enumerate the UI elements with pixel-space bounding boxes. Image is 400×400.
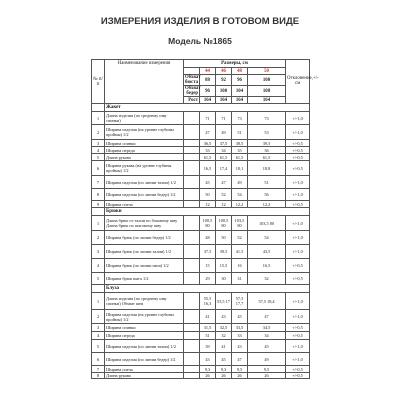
measurement-name: Ширина изделия (по линии талии) 1/2 bbox=[105, 176, 184, 189]
row-number: 2 bbox=[92, 231, 105, 245]
measurement-value: 26 bbox=[200, 373, 216, 379]
measurement-value: 12 bbox=[200, 201, 216, 208]
measurement-value: 29 bbox=[200, 273, 216, 285]
measurement-name: Ширина брюк (по линии бедер) 1/2 bbox=[105, 231, 184, 245]
tolerance-value: +/-0,5 bbox=[286, 366, 310, 373]
param-bust-label: Обхват бюста bbox=[185, 75, 201, 85]
measurement-value: 41 bbox=[216, 340, 232, 353]
param-spacer-cell bbox=[184, 310, 200, 324]
measurement-value: 26 bbox=[216, 373, 232, 379]
param-hips-value: 104 bbox=[232, 86, 248, 97]
measurement-value: 47 bbox=[200, 125, 216, 140]
measurement-value: 54 bbox=[232, 189, 248, 201]
measurement-value: 32 bbox=[248, 273, 286, 285]
measurement-value: 18,1 bbox=[232, 161, 248, 176]
measurement-value: 47 bbox=[248, 310, 286, 324]
table-row bbox=[92, 324, 310, 332]
param-height-value: 164 bbox=[216, 97, 232, 104]
table-row bbox=[92, 340, 310, 353]
header-tolerance: Отклонение,+/- см bbox=[286, 60, 310, 104]
row-number: 5 bbox=[92, 154, 105, 161]
param-spacer-cell bbox=[184, 140, 200, 147]
measurement-value: 45 bbox=[248, 340, 286, 353]
row-number: 1 bbox=[92, 293, 105, 310]
row-number: 3 bbox=[92, 140, 105, 147]
measurement-value: 103,5 80 bbox=[232, 216, 248, 231]
param-bust-value: 92 bbox=[216, 75, 232, 86]
tolerance-value: +/-1,0 bbox=[286, 310, 310, 324]
table-row bbox=[92, 140, 310, 147]
table-row bbox=[92, 293, 310, 310]
tolerance-value: +/-0,5 bbox=[286, 161, 310, 176]
measurement-name: Ширина изделия (на уровне глубины проймы) 1/2 bbox=[105, 310, 184, 324]
measurement-value: 55,5 16,3 bbox=[200, 293, 216, 310]
param-spacer-cell bbox=[184, 340, 200, 353]
tolerance-value: +/-1,0 bbox=[286, 245, 310, 259]
param-spacer-cell bbox=[184, 201, 200, 208]
measurement-value: 9,5 bbox=[232, 366, 248, 373]
measurement-value: 17,4 bbox=[216, 161, 232, 176]
header-measurement-name: Наименование измерения bbox=[105, 60, 184, 104]
measurement-value: 103,5 80 bbox=[248, 216, 286, 231]
measurement-name: Ширина переда bbox=[105, 332, 184, 340]
measurement-name: Ширина изделия (по линии бедер) 1/2 bbox=[105, 189, 184, 201]
measurement-value: 41 bbox=[200, 310, 216, 324]
measurement-value: 54 bbox=[248, 231, 286, 245]
section-number-cell bbox=[92, 104, 105, 112]
measurement-value: 33 bbox=[232, 332, 248, 340]
param-bust-value: 96 bbox=[232, 75, 248, 86]
measurement-value: 41,5 bbox=[232, 245, 248, 259]
param-spacer-cell bbox=[184, 273, 200, 285]
measurement-name: Ширина брюк шага 1/2 bbox=[105, 273, 184, 285]
measurement-value: 31,5 bbox=[200, 324, 216, 332]
measurement-value: 45 bbox=[232, 310, 248, 324]
tolerance-value: +/-0,5 bbox=[286, 332, 310, 340]
measurement-value: 53 bbox=[248, 125, 286, 140]
measurement-value: 43,5 bbox=[248, 245, 286, 259]
measurement-value: 35 bbox=[232, 147, 248, 154]
param-bust-value: 100 bbox=[248, 75, 286, 86]
measurement-value: 52 bbox=[232, 231, 248, 245]
row-number: 4 bbox=[92, 259, 105, 273]
row-number: 7 bbox=[92, 176, 105, 189]
measurement-value: 36,5 bbox=[200, 140, 216, 147]
measurement-value: 16,5 bbox=[200, 161, 216, 176]
tolerance-value: +/-1,0 bbox=[286, 112, 310, 125]
table-row bbox=[92, 245, 310, 259]
document-title: ИЗМЕРЕНИЯ ИЗДЕЛИЯ В ГОТОВОМ ВИДЕ bbox=[100, 16, 300, 27]
measurement-value: 9,3 bbox=[200, 366, 216, 373]
measurement-value: 47 bbox=[232, 353, 248, 366]
section-number-cell bbox=[92, 208, 105, 216]
param-height-value: 164 bbox=[200, 97, 216, 104]
measurement-name: Ширина изделия (на уровне глубины проймы) 1/2 bbox=[105, 125, 184, 140]
measurement-value: 71 bbox=[200, 112, 216, 125]
measurement-value: 45 bbox=[216, 353, 232, 366]
row-number: 6 bbox=[92, 161, 105, 176]
section-title: Жакет bbox=[105, 104, 310, 112]
param-spacer-cell bbox=[184, 216, 200, 231]
measurement-name: Ширина рукава (на уровне глубины проймы) 1/2 bbox=[105, 161, 184, 176]
row-number: 5 bbox=[92, 340, 105, 353]
table-row bbox=[92, 332, 310, 340]
size-48: 48 bbox=[232, 68, 248, 75]
measurement-name: Ширина спинки bbox=[105, 140, 184, 147]
section-header bbox=[92, 104, 310, 112]
measurement-name: Длина рукава bbox=[105, 373, 184, 379]
measurement-value: 18,8 bbox=[248, 161, 286, 176]
param-spacer-cell bbox=[184, 293, 200, 310]
table-row bbox=[92, 161, 310, 176]
tolerance-value: +/-0,5 bbox=[286, 140, 310, 147]
measurement-value: 34 bbox=[248, 332, 286, 340]
measurement-value: 55,5 17 bbox=[216, 293, 232, 310]
param-spacer-cell bbox=[184, 245, 200, 259]
measurements-body bbox=[92, 104, 310, 379]
tolerance-value: +/-0,5 bbox=[286, 201, 310, 208]
measurement-value: 48 bbox=[200, 231, 216, 245]
measurement-value: 45 bbox=[200, 176, 216, 189]
size-44: 44 bbox=[200, 68, 216, 75]
tolerance-value: +/-1,0 bbox=[286, 189, 310, 201]
table-row bbox=[92, 353, 310, 366]
measurement-value: 34 bbox=[216, 147, 232, 154]
measurement-name: Ширина брюк (по линии низа) 1/2 bbox=[105, 259, 184, 273]
measurement-value: 33,5 bbox=[232, 324, 248, 332]
measurement-value: 71 bbox=[216, 112, 232, 125]
table-row bbox=[92, 112, 310, 125]
measurement-name: Ширина изделия (по линии бедер) 1/2 bbox=[105, 353, 184, 366]
measurement-value: 39,5 bbox=[216, 245, 232, 259]
measurement-value: 49 bbox=[232, 176, 248, 189]
measurement-value: 36 bbox=[248, 147, 286, 154]
table-row bbox=[92, 310, 310, 324]
row-number: 5 bbox=[92, 273, 105, 285]
size-46: 46 bbox=[216, 68, 232, 75]
model-title: Модель №1865 bbox=[168, 36, 232, 46]
measurement-value: 43 bbox=[232, 340, 248, 353]
param-spacer-cell bbox=[184, 147, 200, 154]
measurement-name: Ширина переда bbox=[105, 147, 184, 154]
measurements-table bbox=[91, 59, 319, 379]
measurement-value: 47 bbox=[216, 176, 232, 189]
param-hips-label: Обхват бедер bbox=[185, 86, 201, 96]
row-number: 4 bbox=[92, 147, 105, 154]
table-row bbox=[92, 273, 310, 285]
table-row bbox=[92, 373, 310, 379]
param-label bbox=[184, 68, 200, 75]
measurement-value: 15 bbox=[200, 259, 216, 273]
param-spacer-cell bbox=[184, 154, 200, 161]
measurement-value: 39,5 bbox=[248, 140, 286, 147]
measurement-value: 32,5 bbox=[216, 324, 232, 332]
table-row bbox=[92, 176, 310, 189]
table-row bbox=[92, 189, 310, 201]
param-spacer-cell bbox=[184, 176, 200, 189]
tolerance-value: +/-1,0 bbox=[286, 216, 310, 231]
section-title: Блуза bbox=[105, 285, 310, 293]
measurement-value: 39 bbox=[200, 340, 216, 353]
row-number: 2 bbox=[92, 310, 105, 324]
param-spacer-cell bbox=[184, 231, 200, 245]
tolerance-value: +/-0,5 bbox=[286, 273, 310, 285]
measurement-value: 73 bbox=[232, 112, 248, 125]
param-spacer-cell bbox=[184, 366, 200, 373]
row-number: 6 bbox=[92, 353, 105, 366]
measurement-name: Ширина изделия (по линии талии) 1/2 bbox=[105, 340, 184, 353]
measurement-value: 100,5 80 bbox=[216, 216, 232, 231]
param-spacer-cell bbox=[184, 373, 200, 379]
row-number: 3 bbox=[92, 324, 105, 332]
section-number-cell bbox=[92, 285, 105, 293]
measurement-value: 34,5 bbox=[248, 324, 286, 332]
param-height-label: Рост bbox=[184, 97, 200, 104]
param-hips-value: 100 bbox=[216, 86, 232, 97]
table-row bbox=[92, 259, 310, 273]
tolerance-value: +/-0,5 bbox=[286, 259, 310, 273]
measurement-value: 52 bbox=[216, 189, 232, 201]
measurement-value: 16,5 bbox=[248, 259, 286, 273]
row-number: 4 bbox=[92, 332, 105, 340]
param-height-value: 164 bbox=[232, 97, 248, 104]
measurement-value: 51 bbox=[248, 176, 286, 189]
measurement-value: 12 bbox=[216, 201, 232, 208]
measurement-value: 37,5 bbox=[216, 140, 232, 147]
param-spacer-cell bbox=[184, 112, 200, 125]
param-spacer-cell bbox=[184, 189, 200, 201]
measurement-name: Длина изделия (по среднему шву спинки) bbox=[105, 112, 184, 125]
measurement-value: 15,5 bbox=[216, 259, 232, 273]
row-number: 9 bbox=[92, 201, 105, 208]
measurement-value: 50 bbox=[200, 189, 216, 201]
header-sizes: Размеры, см bbox=[184, 60, 286, 68]
param-height-value: 164 bbox=[248, 97, 286, 104]
param-spacer-cell bbox=[184, 259, 200, 273]
measurement-value: 37,5 bbox=[200, 245, 216, 259]
measurement-value: 51 bbox=[232, 125, 248, 140]
row-number: 7 bbox=[92, 366, 105, 373]
measurement-value: 57,5 17,7 bbox=[232, 293, 248, 310]
measurement-value: 31 bbox=[200, 332, 216, 340]
measurement-value: 73 bbox=[248, 112, 286, 125]
row-number: 1 bbox=[92, 216, 105, 231]
measurement-value: 9,3 bbox=[216, 366, 232, 373]
param-hips-value: 96 bbox=[200, 86, 216, 97]
measurement-value: 61,5 bbox=[248, 154, 286, 161]
measurement-value: 43 bbox=[200, 353, 216, 366]
measurement-value: 26 bbox=[248, 373, 286, 379]
table-row bbox=[92, 216, 310, 231]
tolerance-value: +/-0,5 bbox=[286, 154, 310, 161]
table-row bbox=[92, 231, 310, 245]
measurement-value: 26 bbox=[232, 373, 248, 379]
measurement-name: Ширина брюк (по линии талии) 1/2 bbox=[105, 245, 184, 259]
measurement-value: 61,5 bbox=[216, 154, 232, 161]
measurement-name: Длина изделия (по среднему шву спинки) Обхват шеи bbox=[105, 293, 184, 310]
measurement-value: 32 bbox=[216, 332, 232, 340]
tolerance-value: +/-0,5 bbox=[286, 147, 310, 154]
size-50: 50 bbox=[248, 68, 286, 75]
table-row bbox=[92, 366, 310, 373]
param-spacer-cell bbox=[184, 125, 200, 140]
measurement-name: Ширина спинки bbox=[105, 324, 184, 332]
measurement-value: 12,2 bbox=[248, 201, 286, 208]
tolerance-value: +/-1,0 bbox=[286, 293, 310, 310]
header-number: № п/п bbox=[92, 60, 105, 104]
measurement-value: 16 bbox=[232, 259, 248, 273]
tolerance-value: +/-1,0 bbox=[286, 176, 310, 189]
row-number: 1 bbox=[92, 112, 105, 125]
table-row bbox=[92, 125, 310, 140]
measurement-name: Длина брюк от талии по боковому шву Длина брюк по шаговому шву bbox=[105, 216, 184, 231]
table-row bbox=[92, 201, 310, 208]
tolerance-value: +/-1,0 bbox=[286, 125, 310, 140]
tolerance-value: +/-1,0 bbox=[286, 353, 310, 366]
measurement-value: 31 bbox=[232, 273, 248, 285]
table-row bbox=[92, 147, 310, 154]
row-number: 8 bbox=[92, 189, 105, 201]
param-hips-value: 108 bbox=[248, 86, 286, 97]
tolerance-value: +/-1,0 bbox=[286, 231, 310, 245]
measurement-name: Ширина плеча bbox=[105, 366, 184, 373]
table-row bbox=[92, 154, 310, 161]
measurement-value: 61,5 bbox=[200, 154, 216, 161]
measurement-value: 100,5 80 bbox=[200, 216, 216, 231]
measurement-value: 43 bbox=[216, 310, 232, 324]
measurement-value: 50 bbox=[216, 231, 232, 245]
measurement-name: Ширина плеча bbox=[105, 201, 184, 208]
section-header bbox=[92, 208, 310, 216]
param-spacer-cell bbox=[184, 353, 200, 366]
measurement-value: 57,5 18,4 bbox=[248, 293, 286, 310]
section-title: Брюки bbox=[105, 208, 310, 216]
tolerance-value: +/-0,5 bbox=[286, 324, 310, 332]
measurement-value: 49 bbox=[248, 353, 286, 366]
row-number: 3 bbox=[92, 245, 105, 259]
param-spacer-cell bbox=[184, 324, 200, 332]
measurement-value: 9,5 bbox=[248, 366, 286, 373]
param-spacer-cell bbox=[184, 332, 200, 340]
measurement-value: 30 bbox=[216, 273, 232, 285]
measurement-value: 38,5 bbox=[232, 140, 248, 147]
tolerance-value: +/-0,5 bbox=[286, 373, 310, 379]
measurement-value: 56 bbox=[248, 189, 286, 201]
param-spacer-cell bbox=[184, 161, 200, 176]
measurement-name: Длина рукава bbox=[105, 154, 184, 161]
measurement-value: 61,5 bbox=[232, 154, 248, 161]
measurement-value: 33 bbox=[200, 147, 216, 154]
row-number: 8 bbox=[92, 373, 105, 379]
measurement-value: 49 bbox=[216, 125, 232, 140]
measurement-value: 12,2 bbox=[232, 201, 248, 208]
section-header bbox=[92, 285, 310, 293]
tolerance-value: +/-1,0 bbox=[286, 340, 310, 353]
param-bust-value: 88 bbox=[200, 75, 216, 86]
row-number: 2 bbox=[92, 125, 105, 140]
